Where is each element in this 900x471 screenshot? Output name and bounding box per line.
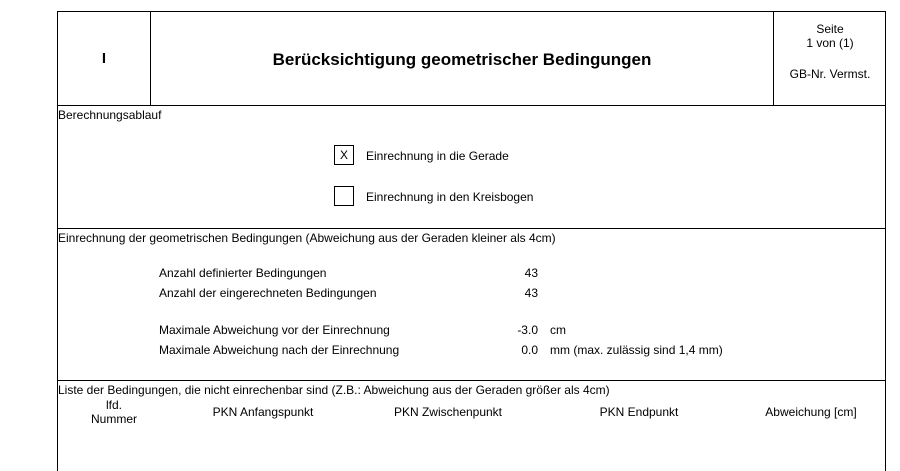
calculation-heading: Berechnungsablauf <box>58 108 162 122</box>
report-frame <box>57 11 886 471</box>
column-nr-line2: Nummer <box>90 412 137 426</box>
section-number: I <box>101 50 107 67</box>
max-deviation-after-value: 0.0 <box>521 343 538 357</box>
defined-conditions-value: 43 <box>524 266 538 280</box>
option-line-label: Einrechnung in die Gerade <box>366 149 509 163</box>
max-deviation-after-label: Maximale Abweichung nach der Einrechnung <box>159 343 400 357</box>
defined-conditions-label: Anzahl definierter Bedingungen <box>159 266 327 280</box>
section-divider-2 <box>58 380 885 381</box>
list-heading: Liste der Bedingungen, die nicht einrechenbar sind (Z.B.: Abweichung aus der Geraden größer als 4cm) <box>58 383 610 397</box>
section-divider-1 <box>58 228 885 229</box>
column-start-point: PKN Anfangspunkt <box>212 405 314 419</box>
integrated-conditions-label: Anzahl der eingerechneten Bedingungen <box>159 286 377 300</box>
max-deviation-after-unit: mm (max. zulässig sind 1,4 mm) <box>550 343 723 357</box>
max-deviation-before-label: Maximale Abweichung vor der Einrechnung <box>159 323 390 337</box>
integration-heading: Einrechnung der geometrischen Bedingungen (Abweichung aus der Geraden kleiner als 4cm) <box>58 231 556 245</box>
gb-number-label: GB-Nr. Vermst. <box>789 67 871 81</box>
column-deviation: Abweichung [cm] <box>765 405 857 419</box>
option-arc-checkbox[interactable] <box>334 186 354 206</box>
header-bottom-line <box>58 105 885 106</box>
page-label: Seite <box>816 22 844 36</box>
column-middle-point: PKN Zwischenpunkt <box>393 405 503 419</box>
option-line-checkbox[interactable]: X <box>334 145 354 165</box>
column-end-point: PKN Endpunkt <box>599 405 679 419</box>
integrated-conditions-value: 43 <box>524 286 538 300</box>
max-deviation-before-value: -3.0 <box>517 323 538 337</box>
column-nr-line1: lfd. <box>105 398 122 412</box>
option-arc-label: Einrechnung in den Kreisbogen <box>366 190 534 204</box>
page-count: 1 von (1) <box>806 36 854 50</box>
max-deviation-before-unit: cm <box>550 323 566 337</box>
page-title: Berücksichtigung geometrischer Bedingungen <box>272 50 652 69</box>
